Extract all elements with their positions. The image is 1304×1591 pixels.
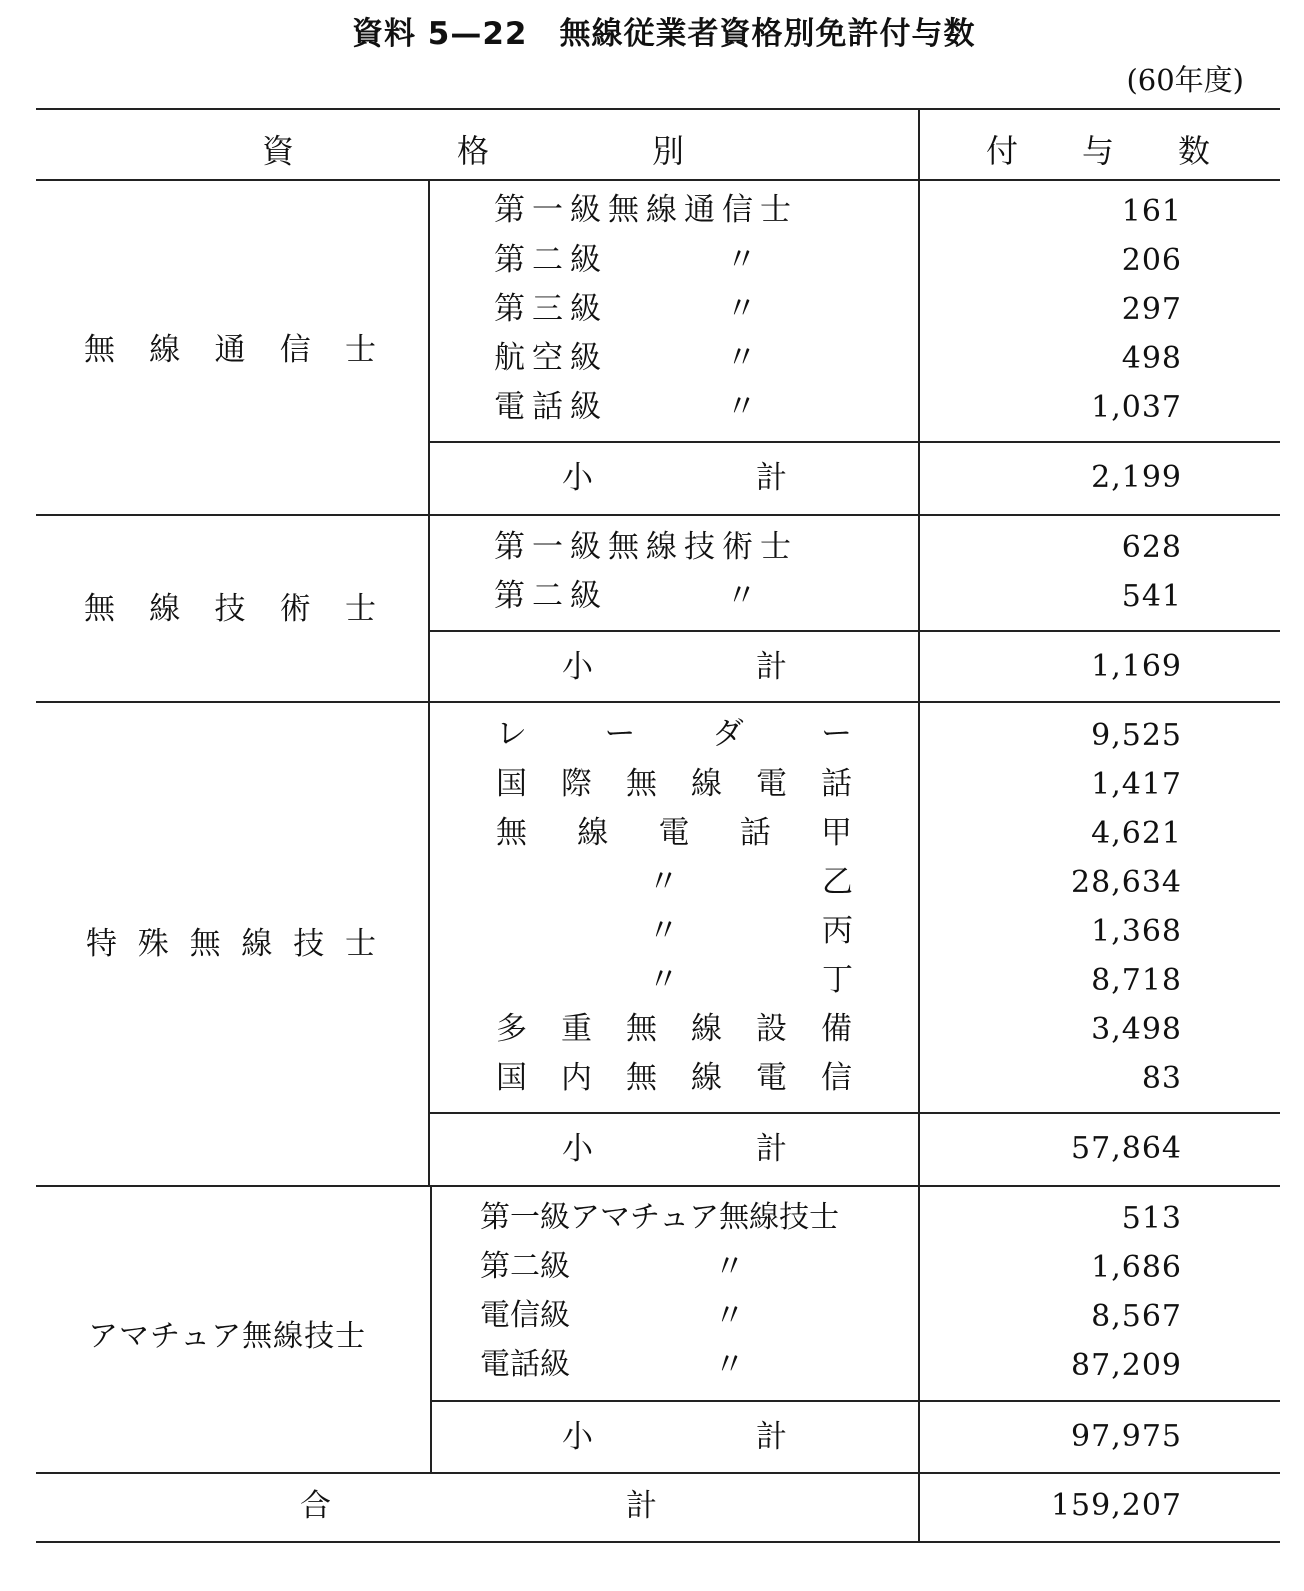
table-row-label: 国 際 無 線 電 話 [496,766,852,802]
subtotal-label-right: 計 [756,460,787,496]
table-row-label: 第三級 [494,291,608,327]
table-row-label: 丁 [822,962,853,998]
table-row-value: 87,209 [1071,1348,1182,1383]
table-row-value: 161 [1121,194,1182,229]
table-row-value: 1,368 [1091,914,1182,949]
table-row-value: 8,718 [1091,963,1182,998]
table-row-label: 乙 [822,864,853,900]
subtotal-value: 1,169 [1091,649,1182,684]
table-row-label: 航空級 [494,340,608,376]
ditto-mark: 〃 [648,962,679,998]
rule-header-bottom [36,179,1280,181]
table-row-value: 628 [1121,530,1182,565]
subtotal-value: 57,864 [1071,1131,1182,1166]
ditto-mark: 〃 [726,389,757,425]
table-row-label: 第一級無線通信士 [494,192,798,228]
table-row-label: 第一級無線技術士 [494,529,798,565]
table-row-label: 第二級 [494,242,608,278]
table-row-value: 9,525 [1091,718,1182,753]
rule-g3-sub-top [430,1112,1280,1114]
page-title: 資料 5—22 無線従業者資格別免許付与数 [352,16,976,52]
rule-g1-sub-top [430,441,1280,443]
table-row-label: レ ー ダ ー [496,716,852,752]
group-name-amateur-radio-operator: アマチュア無線技士 [88,1319,367,1354]
table-row-label: 多 重 無 線 設 備 [496,1011,852,1047]
table-row-value: 1,417 [1091,767,1182,802]
ditto-mark: 〃 [714,1347,745,1383]
total-value: 159,207 [1050,1488,1182,1523]
ditto-mark: 〃 [726,578,757,614]
table-row-value: 1,686 [1091,1250,1182,1285]
table-row-value: 8,567 [1091,1299,1182,1334]
table-row-label: 第一級アマチュア無線技士 [480,1200,840,1235]
table-row-label: 国 内 無 線 電 信 [496,1060,852,1096]
table-row-label: 電信級 [480,1298,570,1333]
table-row-value: 206 [1121,243,1182,278]
fiscal-year-unit: (60年度) [1126,63,1244,97]
rule-count-column [918,108,920,1541]
group-name-radio-operator: 無 線 通 信 士 [84,332,376,368]
rule-g4-divider [430,1187,432,1472]
ditto-mark: 〃 [726,340,757,376]
rule-g2-sub-top [430,630,1280,632]
table-row-value: 541 [1121,579,1182,614]
table-row-value: 297 [1121,292,1182,327]
group-name-special-radio-operator: 特 殊 無 線 技 士 [86,926,376,962]
table-row-label: 第二級 [494,578,608,614]
table-row-label: 電話級 [494,389,608,425]
rule-g2-bottom [36,701,1280,703]
table-row-label: 無 線 電 話 甲 [496,815,852,851]
ditto-mark: 〃 [714,1298,745,1334]
table-row-value: 513 [1121,1201,1182,1236]
subtotal-label-left: 小 [562,1131,593,1167]
ditto-mark: 〃 [714,1249,745,1285]
rule-g1-divider [428,181,430,514]
subtotal-label-left: 小 [562,460,593,496]
table-row-value: 1,037 [1091,390,1182,425]
subtotal-label-right: 計 [756,649,787,685]
rule-g3-divider [428,703,430,1185]
rule-g1-bottom [36,514,1280,516]
total-label-right: 計 [626,1488,657,1524]
subtotal-label-left: 小 [562,649,593,685]
table-row-value: 4,621 [1091,816,1182,851]
table-row-value: 83 [1141,1061,1182,1096]
group-name-radio-engineer: 無 線 技 術 士 [84,591,376,627]
table-row-value: 3,498 [1091,1012,1182,1047]
rule-g3-bottom [36,1185,1280,1187]
table-row-label: 第二級 [480,1249,570,1284]
subtotal-label-right: 計 [756,1131,787,1167]
rule-g4-sub-top [430,1400,1280,1402]
subtotal-label-right: 計 [756,1419,787,1455]
ditto-mark: 〃 [648,913,679,949]
table-row-label: 電話級 [480,1347,570,1382]
table-row-label: 丙 [822,913,853,949]
rule-g2-divider [428,516,430,701]
subtotal-value: 2,199 [1091,460,1182,495]
rule-top [36,108,1280,110]
rule-table-bottom [36,1541,1280,1543]
subtotal-label-left: 小 [562,1419,593,1455]
ditto-mark: 〃 [648,864,679,900]
table-row-value: 28,634 [1071,865,1182,900]
rule-g4-bottom [36,1472,1280,1474]
subtotal-value: 97,975 [1071,1419,1182,1454]
table-row-value: 498 [1121,341,1182,376]
total-label-left: 合 [300,1488,331,1524]
ditto-mark: 〃 [726,242,757,278]
ditto-mark: 〃 [726,291,757,327]
